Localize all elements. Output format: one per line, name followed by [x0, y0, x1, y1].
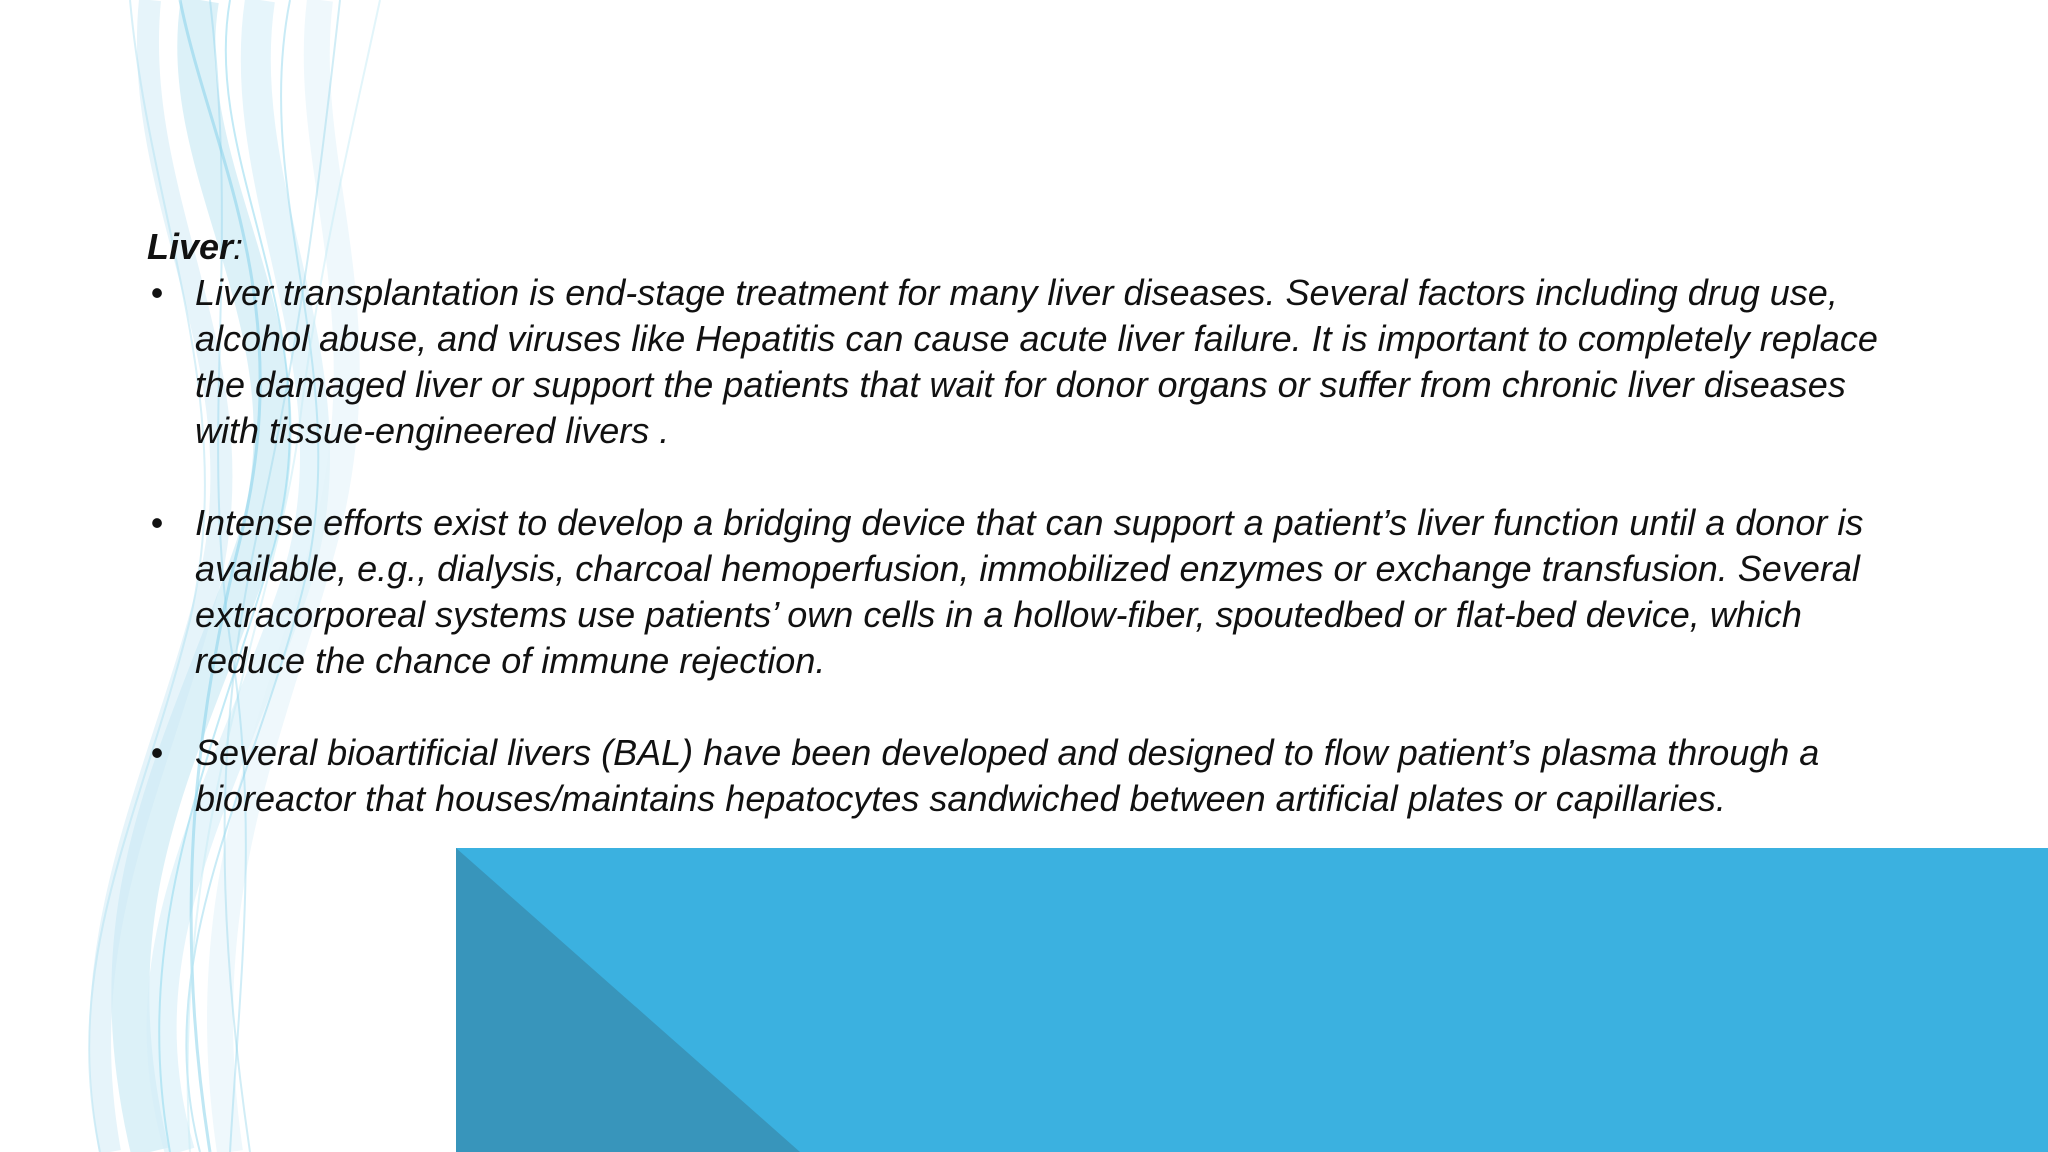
slide-heading — [147, 224, 1907, 270]
heading-word: Liver — [147, 226, 234, 267]
bullet-item — [147, 270, 1907, 454]
bullet-text: Liver transplantation is end-stage treatment for many liver diseases. Several factors including drug use, alcohol abuse, and viruses like Hepatitis can cause acute liver failure. It is important to completely replace the damaged liver or support the patients that wait for donor organs or suffer from chronic liver diseases with tissue-engineered livers . — [195, 272, 1878, 451]
bullet-marker: • — [150, 732, 164, 773]
slide-content — [147, 224, 1907, 822]
bullet-text: Several bioartificial livers (BAL) have been developed and designed to flow patient’s plasma through a bioreactor that houses/maintains hepatocytes sandwiched between artificial plates or capillaries. — [195, 732, 1820, 819]
bullet-item — [147, 500, 1907, 684]
bullet-item — [147, 730, 1907, 822]
bullet-marker: • — [150, 502, 164, 543]
bullet-list — [147, 270, 1907, 822]
bullet-text: Intense efforts exist to develop a bridging device that can support a patient’s liver function until a donor is available, e.g., dialysis, charcoal hemoperfusion, immobilized enzymes or exchange transfusion. Several extracorporeal systems use patients’ own cells in a hollow-fiber, spoutedbed or flat-bed device, which reduce the chance of immune rejection. — [195, 502, 1864, 681]
heading-suffix: : — [233, 226, 244, 267]
bullet-marker: • — [150, 272, 164, 313]
